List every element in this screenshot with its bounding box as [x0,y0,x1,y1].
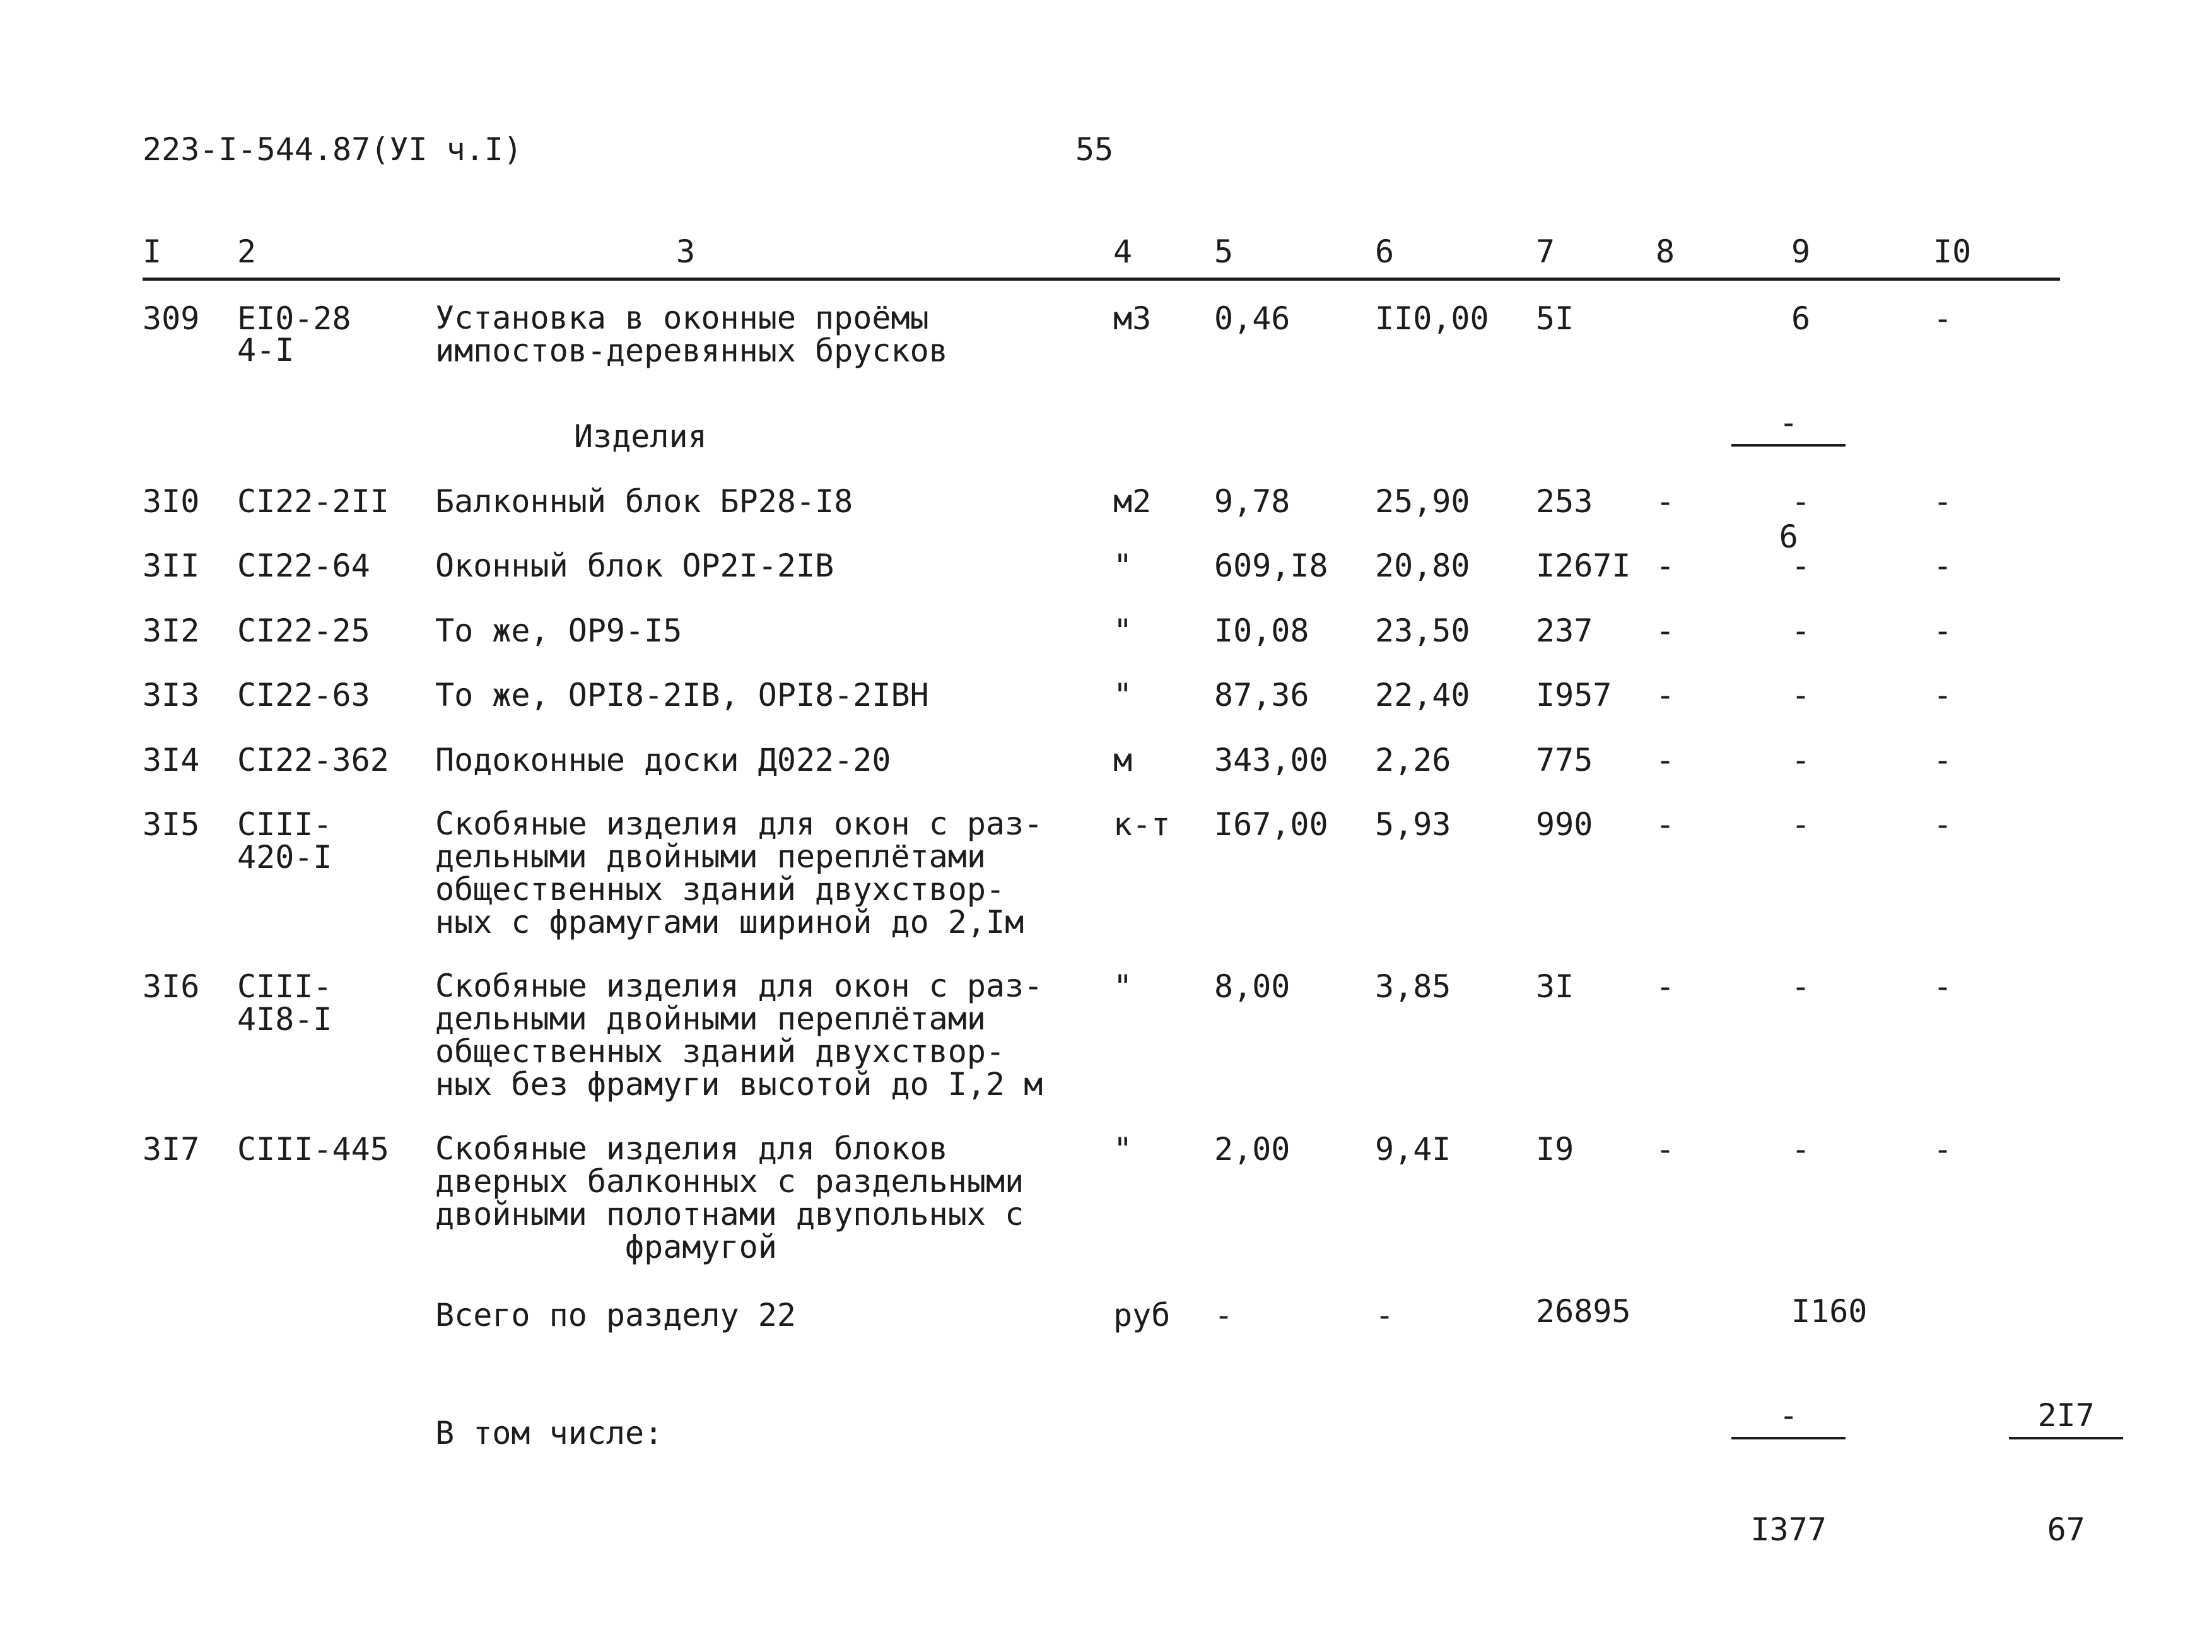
row-quantity: I67,00 [1214,806,1328,843]
fraction-numerator: 2I7 [2009,1398,2123,1439]
row-col10: - [1933,968,1953,1005]
row-number: 3I2 [143,612,200,649]
row-code: CI22-2II [237,483,389,520]
row-code-cont: 420-I [237,839,332,876]
row-col10: - [1933,806,1953,843]
row-number: 309 [143,300,200,337]
row-col10: - [1933,300,1953,337]
row-description: Балконный блок БР28-I8 [435,483,853,520]
row-price: 3,85 [1375,968,1451,1005]
row-total: 775 [1536,742,1593,778]
col-header-9: 9 [1791,233,1811,270]
row-code: CI22-25 [237,612,370,649]
row-total: 237 [1536,612,1593,649]
row-unit: м3 [1113,300,1152,337]
fraction-denominator: 6 [1779,518,1798,555]
row-number: 3I5 [143,806,200,843]
row-unit: " [1113,677,1133,713]
col-header-5: 5 [1214,233,1234,270]
total-label: Всего по разделу 22 [435,1297,796,1333]
row-quantity: 343,00 [1214,742,1328,778]
col-header-7: 7 [1536,233,1555,270]
row-col8: - [1656,742,1675,778]
row-code: EI0-28 [237,300,351,337]
row-col8: - [1656,548,1675,584]
row-unit: " [1113,548,1133,584]
row-col9: - [1791,806,1811,843]
col-header-3: 3 [676,233,696,270]
row-total: 3I [1536,968,1574,1005]
row-quantity: 609,I8 [1214,548,1328,584]
row-code-cont: 4I8-I [237,1001,332,1038]
row-description: То же, ОР9-I5 [435,612,682,649]
row-col9: - [1791,677,1811,713]
row-unit: м [1113,742,1133,778]
section-title: Изделия [574,418,707,455]
row-price: 20,80 [1375,548,1470,584]
row-price: 2,26 [1375,742,1451,778]
row-col8: - [1656,612,1675,649]
fraction-denominator: 67 [2047,1511,2085,1548]
row-description: Подоконные доски Д022-20 [435,742,891,778]
row-col10: - [1933,612,1953,649]
row-number: 3II [143,548,200,584]
row-price: 5,93 [1375,806,1451,843]
row-description: То же, ОРI8-2IВ, ОРI8-2IВН [435,677,929,713]
total-sum: 26895 [1536,1293,1631,1330]
fraction-denominator: I377 [1750,1511,1827,1548]
row-total: 253 [1536,483,1593,520]
row-col10: - [1933,483,1953,520]
row-unit: " [1113,612,1133,649]
row-col8: - [1656,677,1675,713]
row-price: 23,50 [1375,612,1470,649]
row-number: 3I6 [143,968,200,1005]
row-col10: - [1933,742,1953,778]
row-unit: к-т [1113,806,1171,843]
including-note: В том числе: [435,1415,664,1451]
total-price: - [1375,1297,1395,1333]
row-number: 3I3 [143,677,200,713]
row-col8: - [1656,483,1675,520]
row-price: 9,4I [1375,1131,1451,1168]
row-description: Скобяные изделия для окон с раз- дельными двойными переплётами общественных зданий двухствор- ных с фрамугами шириной до 2,Iм [435,805,1043,940]
row-total: I9 [1536,1131,1574,1168]
col-header-8: 8 [1656,233,1675,270]
row-code: CIII-445 [237,1131,389,1168]
row-price: II0,00 [1375,300,1489,337]
total-col9: I160 [1791,1293,1868,1330]
row-col10: - [1933,548,1953,584]
row-code-cont: 4-I [237,332,295,368]
row-col9: - [1791,1131,1811,1168]
row-col8: - [1656,806,1675,843]
row-col9: - [1791,548,1811,584]
row-code: CI22-64 [237,548,370,584]
row-col9: - [1791,483,1811,520]
fraction-numerator: - [1731,1398,1846,1439]
document-code: 223-I-544.87(УI ч.I) [143,131,523,168]
row-unit: м2 [1113,483,1152,520]
row-quantity: 9,78 [1214,483,1290,520]
row-number: 3I7 [143,1131,200,1168]
row-col10: - [1933,677,1953,713]
row-description: Скобяные изделия для окон с раз- дельными двойными переплётами общественных зданий двухствор- ных без фрамуги высотой до I,2 м [435,968,1043,1103]
row-col8-fraction [1656,302,1846,659]
row-code: CIII- [237,968,332,1005]
row-quantity: 0,46 [1214,300,1290,337]
row-total: 5I [1536,300,1574,337]
page-number: 55 [1075,131,1114,168]
header-rule [143,278,2060,281]
row-col9: - [1791,968,1811,1005]
row-col9: 6 [1791,300,1811,337]
col-header-10: I0 [1933,233,1972,270]
row-col9: - [1791,612,1811,649]
row-unit: " [1113,1131,1133,1168]
row-unit: " [1113,968,1133,1005]
col-header-4: 4 [1113,233,1133,270]
row-number: 3I4 [143,742,200,778]
row-code: CIII- [237,806,332,843]
row-total: I957 [1536,677,1612,713]
row-price: 22,40 [1375,677,1470,713]
col-header-1: I [143,233,162,270]
col-header-2: 2 [237,233,257,270]
total-col10-fraction [1933,1294,2123,1651]
row-description: Скобяные изделия для блоков дверных балконных с раздельными двойными полотнами двупольных с фрамугой [435,1130,1024,1265]
row-col9: - [1791,742,1811,778]
row-quantity: I0,08 [1214,612,1309,649]
row-description: Установка в оконные проёмы импостов-деревянных брусков [435,300,948,369]
row-code: CI22-362 [237,742,389,778]
row-total: 990 [1536,806,1593,843]
row-code: CI22-63 [237,677,370,713]
row-price: 25,90 [1375,483,1470,520]
total-quantity: - [1214,1297,1234,1333]
row-total: I267I [1536,548,1631,584]
row-quantity: 8,00 [1214,968,1290,1005]
row-col10: - [1933,1131,1953,1168]
row-col8: - [1656,1131,1675,1168]
total-col8-fraction [1656,1294,1846,1651]
total-unit: руб [1113,1297,1171,1333]
row-quantity: 87,36 [1214,677,1309,713]
row-description: Оконный блок ОР2I-2IВ [435,548,834,584]
fraction-numerator: - [1731,406,1846,447]
row-col8: - [1656,968,1675,1005]
row-number: 3I0 [143,483,200,520]
col-header-6: 6 [1375,233,1395,270]
row-quantity: 2,00 [1214,1131,1290,1168]
